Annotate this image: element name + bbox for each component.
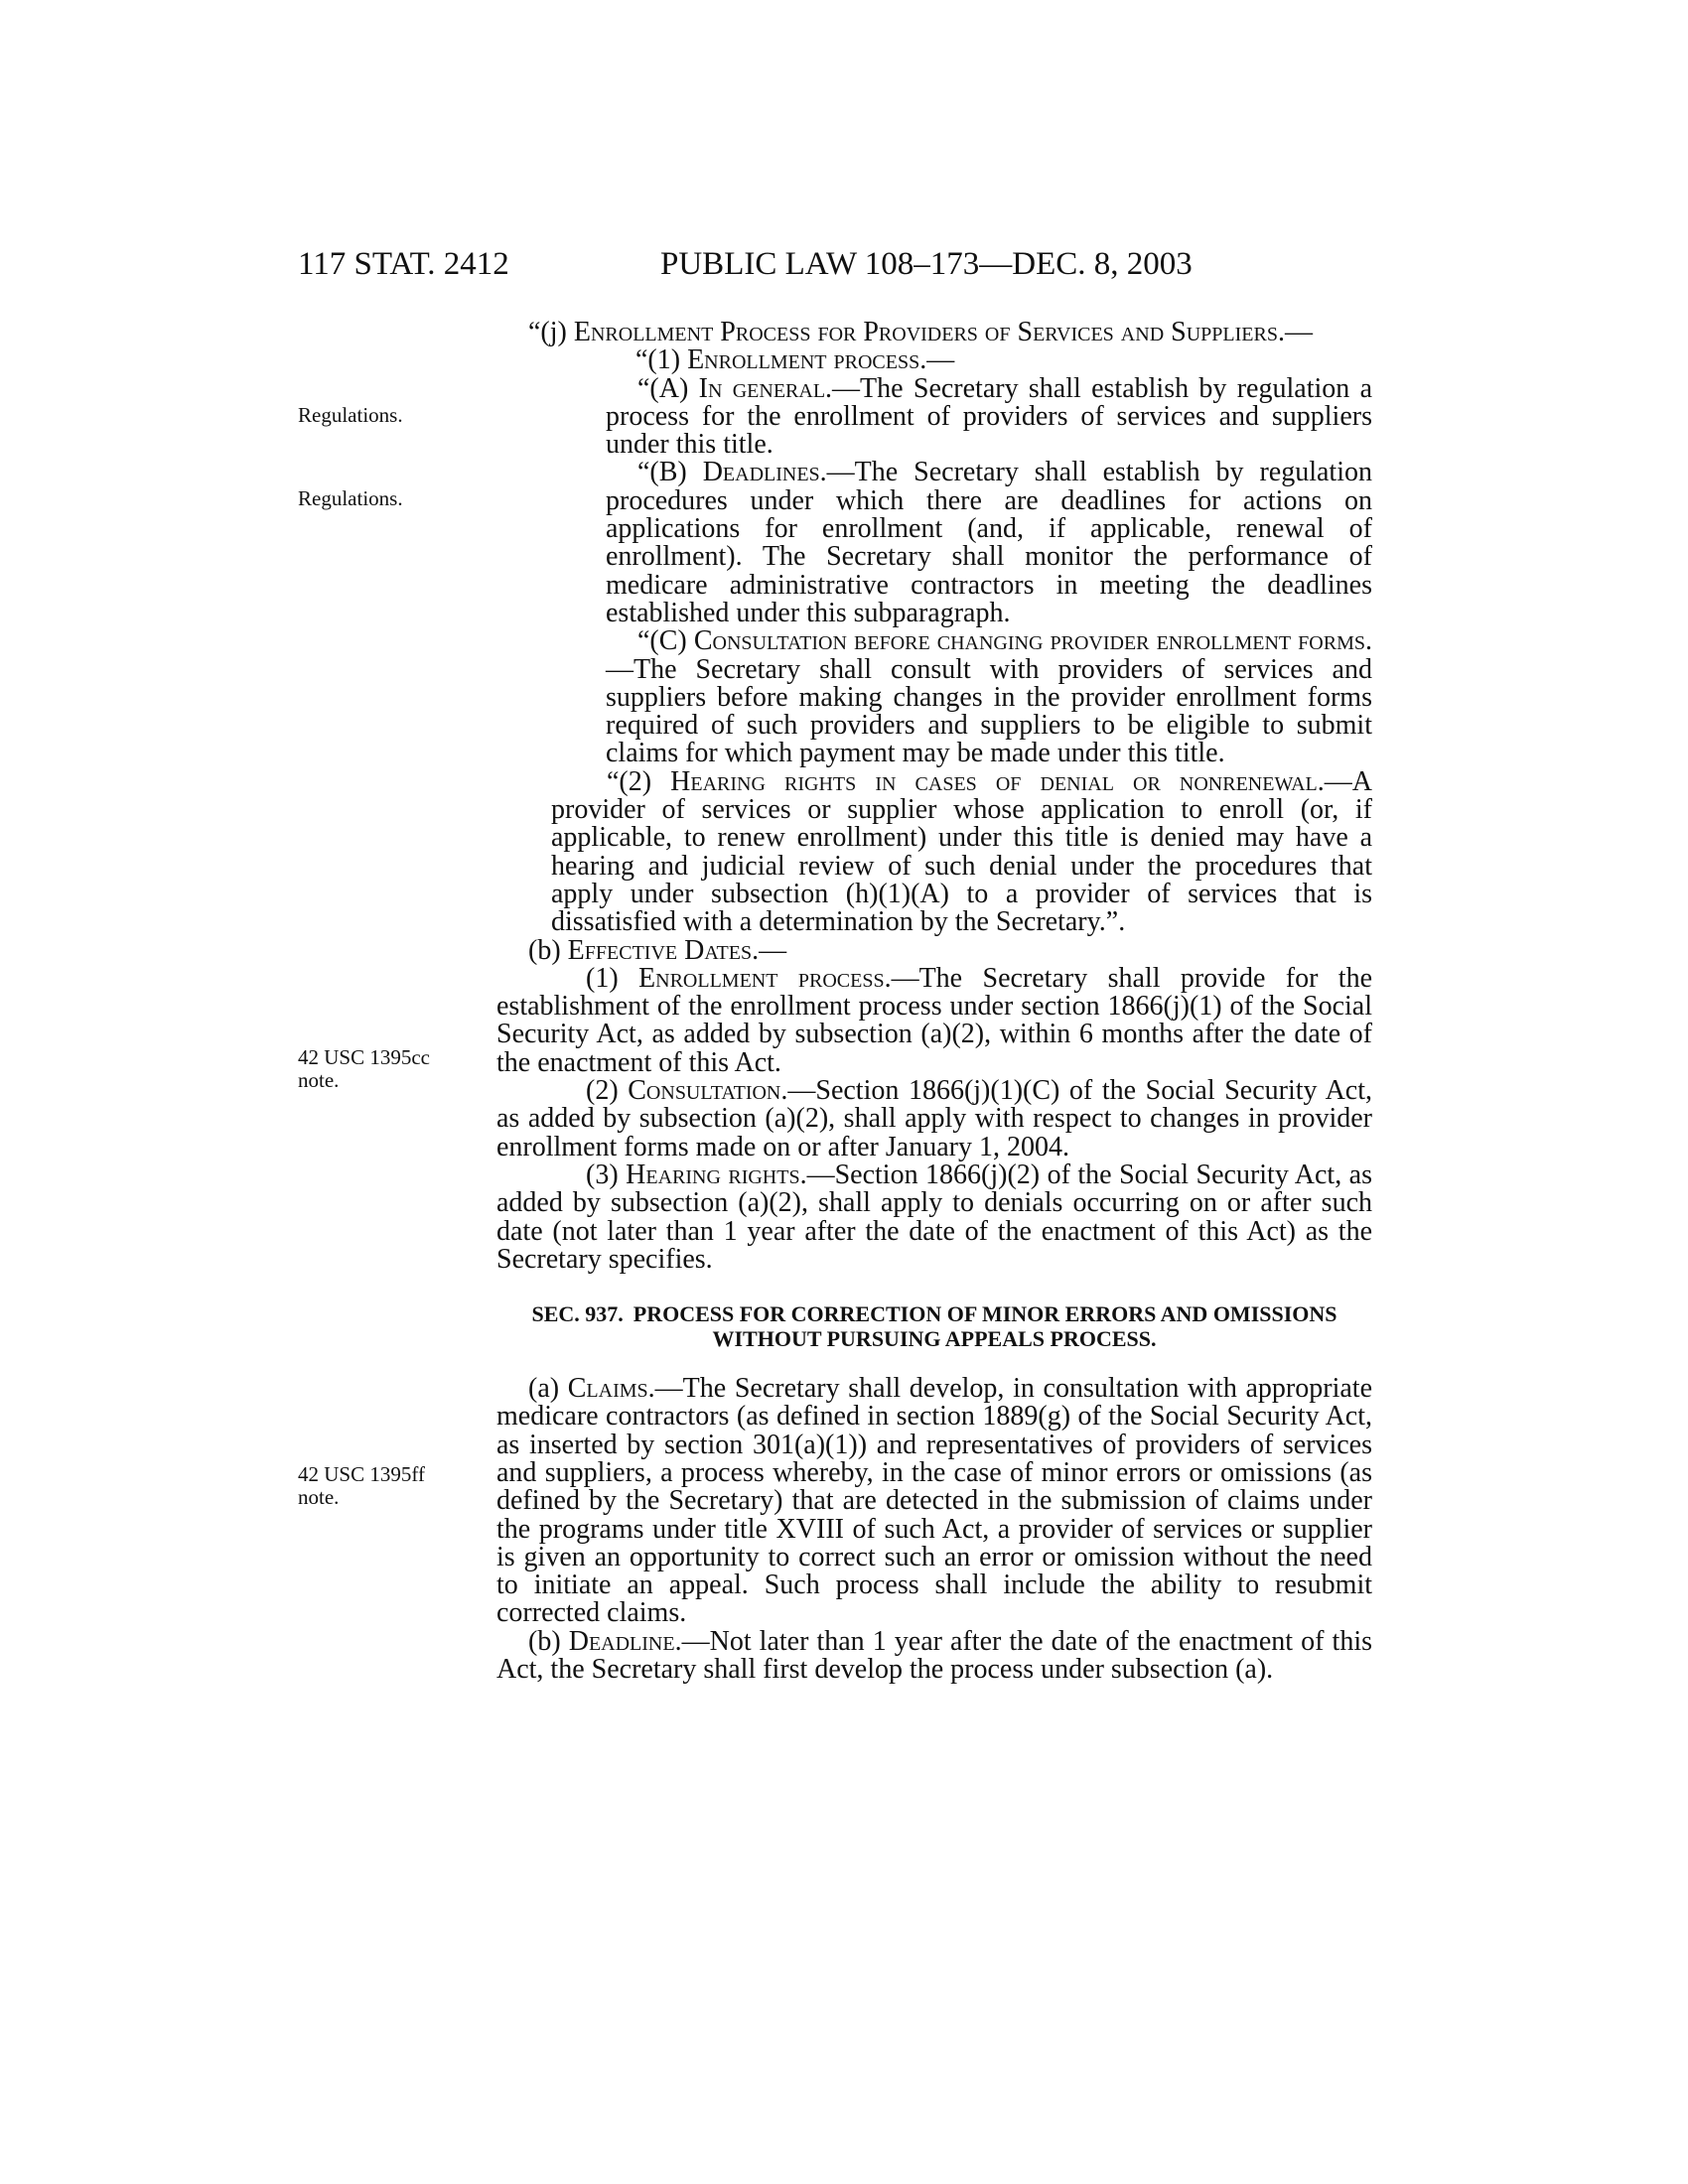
- subsection-b-deadline-open: (b): [528, 1625, 569, 1657]
- subsection-b-deadline: [496, 1625, 1372, 1686]
- subparagraph-c: [606, 627, 1372, 767]
- public-law-title: PUBLIC LAW 108–173—DEC. 8, 2003: [660, 246, 1193, 282]
- margin-note-usc-1395ff: [298, 1463, 477, 1509]
- section-heading: [496, 1301, 1372, 1351]
- subsection-b-heading: [496, 934, 1372, 966]
- effective-date-2-text: .—Section 1866(j)(1)(C) of the Social Security Act, as added by subsection (a)(2), shall apply with respect to changes in provider enrollment forms made on or after January 1, 2004.: [496, 1075, 1372, 1162]
- paragraph-1-heading: [496, 346, 1372, 374]
- subsection-b-dash: .—: [752, 934, 787, 966]
- subsection-b-title: Effective Dates: [567, 934, 753, 966]
- section-title: PROCESS FOR CORRECTION OF MINOR ERRORS AND OMISSIONS WITHOUT PURSUING APPEALS PROCESS.: [633, 1301, 1337, 1352]
- subsection-b-deadline-text: .—Not later than 1 year after the date of the enactment of this Act, the Secretary shall first develop the process under subsection (a).: [496, 1625, 1372, 1686]
- margin-note-usc-1395cc-note: note.: [298, 1068, 340, 1092]
- subsection-a-title: Claims: [567, 1373, 648, 1405]
- effective-date-1-text: .—The Secretary shall provide for the establishment of the enrollment process under section 1866(j)(1) of the Social Security Act, as added by subsection (a)(2), within 6 months after the date of the enactment of this Act.: [496, 962, 1373, 1078]
- subsection-a-claims: [496, 1375, 1372, 1628]
- paragraph-2: [551, 765, 1373, 938]
- statute-body: [496, 319, 1372, 1684]
- margin-note-usc-1395cc-line: 42 USC 1395cc: [298, 1045, 430, 1069]
- paragraph-2-text: .—A provider of services or supplier whose application to enroll (or, if applicable, to renew enrollment) under this title is denied may have a hearing and judicial review of such denial under the procedures that apply under subsection (h)(1)(A) to a provider of services that is dissatisfied with a determination by the Secretary.”.: [551, 765, 1373, 938]
- subsection-a-open: (a): [528, 1373, 568, 1405]
- effective-date-2: [496, 1077, 1372, 1161]
- subsection-b-open: (b): [528, 934, 568, 966]
- subsection-j-dash: .—: [1277, 317, 1313, 347]
- subsection-b-deadline-title: Deadline: [568, 1625, 675, 1657]
- paragraph-1-title: Enrollment process: [687, 344, 920, 376]
- margin-note-usc-1395cc: [298, 1046, 477, 1092]
- margin-note-regulations-1: Regulations.: [298, 403, 403, 427]
- effective-date-1: [496, 962, 1373, 1078]
- subparagraph-b-title: Deadlines: [702, 457, 820, 488]
- effective-date-2-title: Consultation: [628, 1075, 781, 1107]
- running-head: [298, 246, 1370, 286]
- margin-note-usc-1395ff-line: 42 USC 1395ff: [298, 1462, 425, 1486]
- subparagraph-c-title: Consultation before changing provider enrollment forms: [693, 625, 1365, 657]
- subsection-j-heading: [496, 319, 1372, 346]
- subsection-j-title: Enrollment Process for Providers of Services and Suppliers: [573, 317, 1278, 347]
- section-number: SEC. 937.: [531, 1301, 624, 1327]
- effective-date-3-text: .—Section 1866(j)(2) of the Social Security Act, as added by subsection (a)(2), shall apply to denials occurring on or after such date (not later than 1 year after the date of the enactment of this Act) as the Secretary specifies.: [496, 1159, 1372, 1275]
- subparagraph-b-open: “(B): [637, 457, 703, 488]
- stat-page-number: 117 STAT. 2412: [298, 246, 509, 282]
- effective-date-3-title: Hearing rights: [626, 1159, 800, 1190]
- subparagraph-b-text: .—The Secretary shall establish by regulation procedures under which there are deadlines for actions on applications for enrollment (and, if applicable, renewal of enrollment). The Secretary shall monitor the performance of medicare administrative contractors in meeting the deadlines established under this subparagraph.: [606, 457, 1372, 628]
- subparagraph-b: [606, 459, 1372, 627]
- effective-date-3: [496, 1161, 1372, 1274]
- effective-date-2-open: (2): [586, 1075, 629, 1107]
- subparagraph-a: [606, 372, 1372, 461]
- subsection-j-open: “(j): [528, 317, 574, 347]
- paragraph-2-open: “(2): [607, 765, 671, 797]
- subparagraph-c-open: “(C): [637, 625, 694, 657]
- margin-note-regulations-2: Regulations.: [298, 486, 403, 510]
- paragraph-2-title: Hearing rights in cases of denial or nonrenewal: [670, 765, 1318, 797]
- paragraph-1-dash: .—: [919, 344, 955, 376]
- paragraph-1-open: “(1): [635, 344, 688, 376]
- effective-date-1-title: Enrollment process: [638, 962, 885, 994]
- subparagraph-c-text: .—The Secretary shall consult with providers of services and suppliers before making changes in the provider enrollment forms required of such providers and suppliers to be eligible to submit claims for which payment may be made under this title.: [606, 625, 1372, 769]
- subparagraph-a-text: .—The Secretary shall establish by regulation a process for the enrollment of providers of services and suppliers under this title.: [606, 372, 1372, 461]
- effective-date-3-open: (3): [586, 1159, 627, 1190]
- effective-date-1-open: (1): [586, 962, 639, 994]
- subsection-a-text: .—The Secretary shall develop, in consultation with appropriate medicare contractors (as defined in section 1889(g) of the Social Security Act, as inserted by section 301(a)(1)) and representatives of providers of services and suppliers, a process whereby, in the case of minor errors or omissions (as defined by the Secretary) that are detected in the submission of claims under the programs under title XVIII of such Act, a provider of services or supplier is given an opportunity to correct such an error or omission without the need to initiate an appeal. Such process shall include the ability to resubmit corrected claims.: [496, 1373, 1372, 1629]
- margin-note-usc-1395ff-note: note.: [298, 1485, 340, 1509]
- subparagraph-a-title: In general: [698, 372, 826, 404]
- subparagraph-a-open: “(A): [637, 372, 699, 404]
